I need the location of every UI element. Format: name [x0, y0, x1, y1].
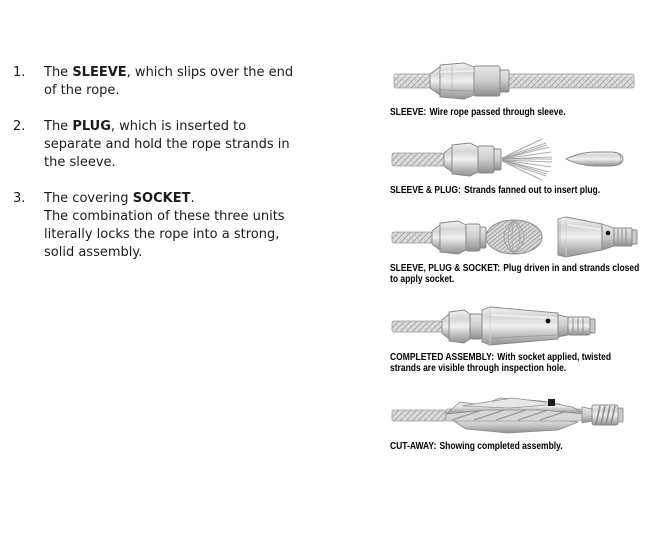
figure-label: SLEEVE:	[390, 107, 427, 118]
figure-caption-text: Showing completed assembly.	[439, 441, 563, 452]
fanned-strands	[502, 139, 552, 180]
socket-shape	[558, 217, 637, 257]
figure-caption	[390, 107, 642, 118]
item-number: 1.	[13, 65, 26, 80]
instruction-item-sleeve	[13, 64, 363, 100]
figure-sleeve-plug	[390, 133, 650, 196]
instruction-item-socket	[13, 190, 363, 262]
sleeve-fitting	[444, 143, 501, 176]
sleeve-fitting	[432, 221, 486, 254]
text-segment: .	[190, 191, 195, 206]
inspection-hole	[548, 399, 555, 406]
text-segment-bold: SLEEVE	[72, 65, 127, 80]
figure-caption	[390, 185, 642, 196]
figure-sleeve-plug-socket	[390, 211, 650, 285]
cut-away-diagram	[390, 389, 640, 439]
sleeve-plug-socket-diagram	[390, 211, 640, 261]
figure-caption-text: Wire rope passed through sleeve.	[429, 107, 566, 118]
sleeve-diagram	[390, 55, 640, 105]
text-segment: The covering	[44, 191, 133, 206]
item-text	[44, 190, 285, 262]
text-segment-bold: SOCKET	[132, 191, 191, 206]
sleeve-fitting	[430, 63, 509, 99]
text-segment: solid assembly.	[44, 245, 143, 260]
text-segment: , which slips over the end	[126, 65, 294, 80]
text-segment: separate and hold the rope strands in	[44, 137, 290, 152]
wire-rope	[392, 153, 444, 166]
text-segment: The combination of these three units	[44, 209, 285, 224]
completed-assembly-diagram	[390, 300, 640, 350]
figure-sleeve	[390, 55, 650, 118]
text-segment: The	[44, 119, 73, 134]
figure-caption	[390, 263, 642, 285]
figure-caption-text: With socket applied, twisted strands are visible through inspection hole.	[390, 352, 612, 374]
plug-shape	[566, 152, 623, 166]
figure-caption-text: Strands fanned out to insert plug.	[464, 185, 601, 196]
sleeve-plug-diagram	[390, 133, 640, 183]
instruction-list	[13, 64, 363, 280]
item-text	[44, 118, 290, 172]
figure-label: CUT-AWAY:	[390, 441, 437, 452]
figure-caption-text: Plug driven in and strands closed to apply socket.	[390, 263, 640, 285]
text-segment: The	[44, 65, 73, 80]
wire-rope	[392, 410, 446, 421]
item-text	[44, 64, 293, 100]
text-segment: literally locks the rope into a strong,	[44, 227, 280, 242]
figure-caption	[390, 352, 642, 374]
text-segment-bold: PLUG	[72, 119, 111, 134]
strand-bulb	[486, 220, 542, 254]
item-number: 3.	[13, 191, 26, 206]
figure-completed-assembly	[390, 300, 650, 374]
text-segment: of the rope.	[44, 83, 120, 98]
figure-column	[390, 55, 650, 467]
figure-label: SLEEVE & PLUG:	[390, 185, 461, 196]
item-number: 2.	[13, 119, 26, 134]
text-segment: the sleeve.	[44, 155, 116, 170]
figure-cut-away	[390, 389, 650, 452]
sleeve-fitting	[442, 310, 482, 343]
inspection-hole	[606, 231, 611, 236]
wire-rope	[392, 232, 432, 243]
text-segment: , which is inserted to	[110, 119, 247, 134]
wire-rope	[392, 321, 442, 332]
inspection-hole	[546, 319, 551, 324]
figure-label: SLEEVE, PLUG & SOCKET:	[390, 263, 501, 274]
figure-caption	[390, 441, 642, 452]
figure-label: COMPLETED ASSEMBLY:	[390, 352, 495, 363]
instruction-item-plug	[13, 118, 363, 172]
